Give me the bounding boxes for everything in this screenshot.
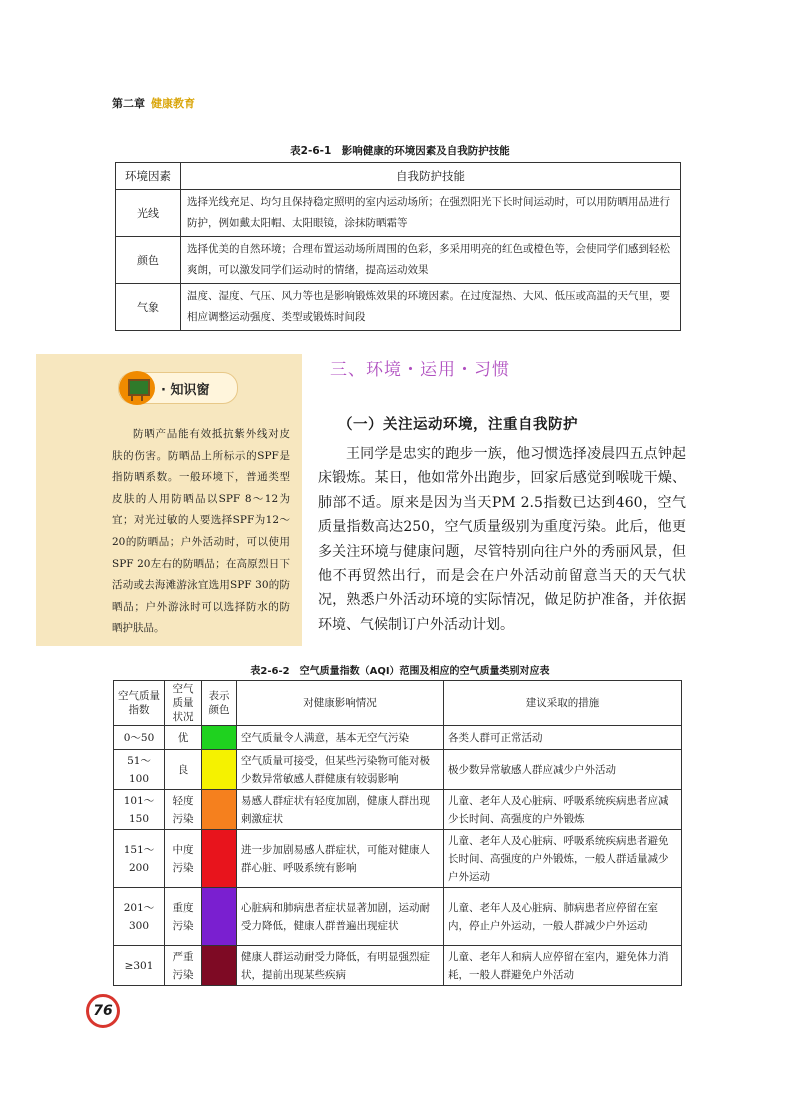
body-paragraph: 王同学是忠实的跑步一族，他习惯选择凌晨四五点钟起床锻炼。某日，他如常外出跑步，回家后感觉到喉咙干燥、肺部不适。原来是因为当天PM 2.5指数已达到460，空气质量指数高达250，空气质量级别为重度污染。此后，他更多关注环境与健康问题，尽管特别向往户外的秀丽风景，但他不再贸然出行，而是会在户外活动前留意当天的天气状况，熟悉户外活动环境的实际情况，做足防护准备，并依据环境、气候制订户外活动计划。 <box>318 446 686 633</box>
aqi-index: ≥301 <box>114 946 165 986</box>
aqi-impact: 易感人群症状有轻度加剧，健康人群出现刺激症状 <box>237 790 444 830</box>
table1-factor: 气象 <box>116 284 181 331</box>
table1-header-skill: 自我防护技能 <box>181 163 681 190</box>
knowledge-window-title: · 知识窗 <box>161 383 210 398</box>
table1-caption: 表2-6-1 影响健康的环境因素及自我防护技能 <box>290 145 510 157</box>
aqi-index: 0～50 <box>114 726 165 750</box>
table-row <box>116 190 681 237</box>
table2-caption: 表2-6-2 空气质量指数（AQI）范围及相应的空气质量类别对应表 <box>250 666 550 677</box>
aqi-advice: 儿童、老年人及心脏病、呼吸系统疾病患者应减少长时间、高强度的户外锻炼 <box>444 790 682 830</box>
table-row <box>116 284 681 331</box>
aqi-color-swatch <box>202 888 237 946</box>
aqi-header-color: 表示颜色 <box>202 681 237 726</box>
table1-factor: 颜色 <box>116 237 181 284</box>
aqi-status: 良 <box>165 750 202 790</box>
knowledge-window <box>36 354 302 646</box>
aqi-color-swatch <box>202 750 237 790</box>
aqi-advice: 儿童、老年人及心脏病、肺病患者应停留在室内，停止户外运动，一般人群减少户外运动 <box>444 888 682 946</box>
subsection-title: （一）关注运动环境，注重自我防护 <box>338 416 578 433</box>
protection-skills-table <box>115 162 681 331</box>
table-row <box>114 888 682 946</box>
aqi-advice: 儿童、老年人和病人应停留在室内，避免体力消耗，一般人群避免户外活动 <box>444 946 682 986</box>
table-row <box>114 750 682 790</box>
chapter-section: 健康教育 <box>151 97 195 110</box>
table-row <box>114 726 682 750</box>
aqi-index: 151～200 <box>114 830 165 888</box>
aqi-color-swatch <box>202 726 237 750</box>
blackboard-icon <box>119 371 155 405</box>
chapter-header <box>112 95 195 111</box>
aqi-advice: 儿童、老年人及心脏病、呼吸系统疾病患者避免长时间、高强度的户外锻炼，一般人群适量减少户外运动 <box>444 830 682 888</box>
section-title: 三、环境・运用・习惯 <box>330 360 510 380</box>
table-row <box>116 237 681 284</box>
aqi-status: 重度污染 <box>165 888 202 946</box>
aqi-color-swatch <box>202 946 237 986</box>
table1-header-factor: 环境因素 <box>116 163 181 190</box>
table1-skill: 选择光线充足、均匀且保持稳定照明的室内运动场所；在强烈阳光下长时间运动时，可以用防晒用品进行防护，例如戴太阳帽、太阳眼镜，涂抹防晒霜等 <box>181 190 681 237</box>
aqi-status: 轻度污染 <box>165 790 202 830</box>
aqi-status: 优 <box>165 726 202 750</box>
table1-skill: 温度、湿度、气压、风力等也是影响锻炼效果的环境因素。在过度湿热、大风、低压或高温的天气里，要相应调整运动强度、类型或锻炼时间段 <box>181 284 681 331</box>
chapter-label: 第二章 <box>112 97 145 110</box>
table-row <box>114 830 682 888</box>
aqi-header-index: 空气质量指数 <box>114 681 165 726</box>
aqi-table <box>113 680 682 986</box>
table-row <box>114 790 682 830</box>
aqi-header-impact: 对健康影响情况 <box>237 681 444 726</box>
aqi-advice: 各类人群可正常活动 <box>444 726 682 750</box>
aqi-status: 中度污染 <box>165 830 202 888</box>
table1-skill: 选择优美的自然环境；合理布置运动场所周围的色彩，多采用明亮的红色或橙色等，会使同学们感到轻松爽朗，可以激发同学们运动时的情绪，提高运动效果 <box>181 237 681 284</box>
knowledge-window-badge <box>118 372 238 404</box>
table1-factor: 光线 <box>116 190 181 237</box>
aqi-impact: 心脏病和肺病患者症状显著加剧，运动耐受力降低，健康人群普遍出现症状 <box>237 888 444 946</box>
aqi-impact: 空气质量可接受，但某些污染物可能对极少数异常敏感人群健康有较弱影响 <box>237 750 444 790</box>
aqi-index: 101～150 <box>114 790 165 830</box>
aqi-index: 201～300 <box>114 888 165 946</box>
aqi-index: 51～100 <box>114 750 165 790</box>
aqi-impact: 空气质量令人满意，基本无空气污染 <box>237 726 444 750</box>
aqi-header-advice: 建议采取的措施 <box>444 681 682 726</box>
page-number: 76 <box>86 994 120 1028</box>
aqi-color-swatch <box>202 790 237 830</box>
aqi-status: 严重污染 <box>165 946 202 986</box>
aqi-impact: 进一步加剧易感人群症状，可能对健康人群心脏、呼吸系统有影响 <box>237 830 444 888</box>
aqi-advice: 极少数异常敏感人群应减少户外活动 <box>444 750 682 790</box>
aqi-header-status: 空气质量状况 <box>165 681 202 726</box>
aqi-color-swatch <box>202 830 237 888</box>
aqi-impact: 健康人群运动耐受力降低，有明显强烈症状，提前出现某些疾病 <box>237 946 444 986</box>
knowledge-window-text: 防晒产品能有效抵抗紫外线对皮肤的伤害。防晒品上所标示的SPF是指防晒系数。一般环境下，普通类型皮肤的人用防晒品以SPF 8～12为宜；对光过敏的人要选择SPF为12～20的防晒品；户外活动时，可以使用SPF 20左右的防晒品；在高原烈日下活动或去海滩游泳宜选用SPF 30的防晒品；户外游泳时可以选择防水的防晒护肤品。 <box>112 428 290 635</box>
table-row <box>114 946 682 986</box>
